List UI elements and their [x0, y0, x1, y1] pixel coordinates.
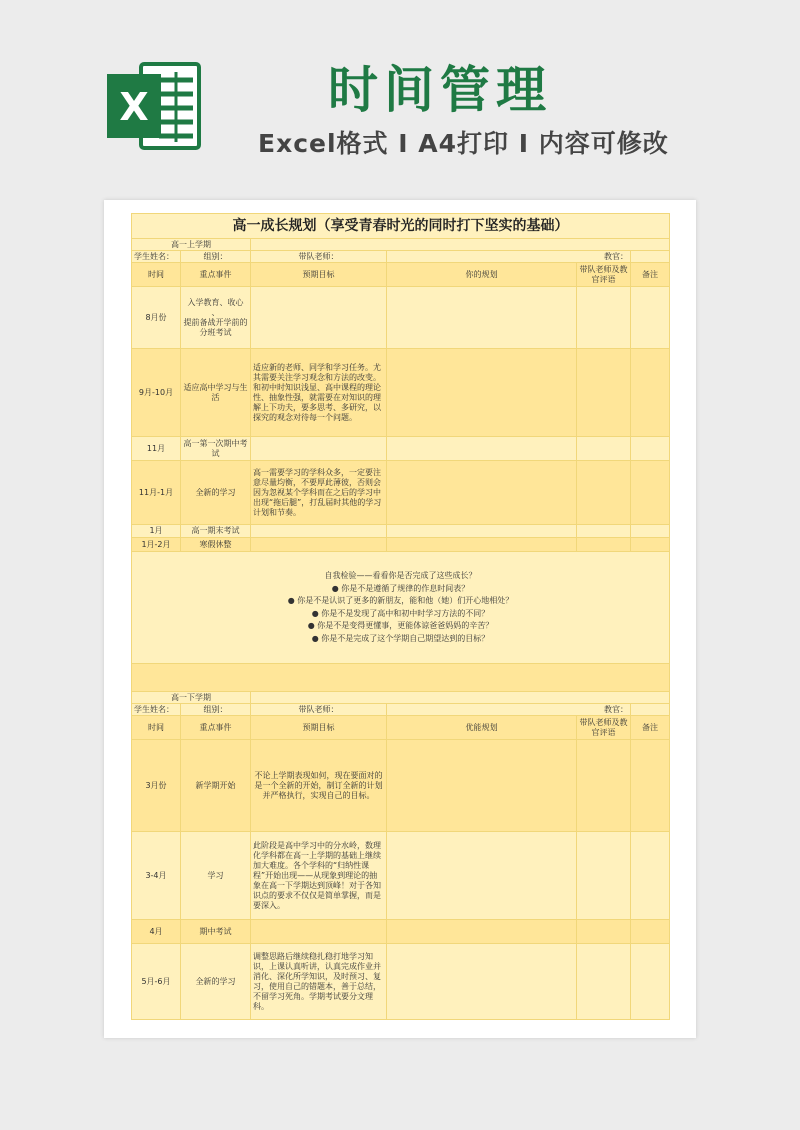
table-row: 3-4月 学习 此阶段是高中学习中的分水岭，数理化学科都在高一上学期的基础上继续加大难度。各个学科的“归纳性课程”开始出现——从现象到理论的抽象在高一下学期达到顶峰！对于各知识点的要求不仅仅是简单掌握，而是要深入。 — [132, 832, 670, 920]
col-header-comment: 带队老师及教官评语 — [577, 716, 631, 740]
col-header-remark: 备注 — [631, 263, 670, 287]
sheet-title: 高一成长规划（享受青春时光的同时打下坚实的基础） — [132, 214, 670, 239]
semester-label: 高一上学期 — [132, 239, 251, 251]
instructor-label: 教官： — [387, 704, 631, 716]
svg-text:X: X — [119, 85, 149, 129]
col-header-goal: 预期目标 — [251, 716, 387, 740]
table-row: 3月份 新学期开始 不论上学期表现如何，现在要面对的是一个全新的开始，制订全新的计划并严格执行，实现自己的目标。 — [132, 740, 670, 832]
excel-icon — [103, 58, 203, 153]
spreadsheet — [131, 213, 669, 1020]
table-row: 11月-1月 全新的学习 高一需要学习的学科众多，一定要注意尽量均衡，不要厚此薄彼，否则会因为忽视某个学科而在之后的学习中出现“拖后腿”，打乱届时其他的学习计划和节奏。 — [132, 461, 670, 525]
student-name-label: 学生姓名： — [132, 251, 181, 263]
student-name-label: 学生姓名： — [132, 704, 181, 716]
table-row: 9月-10月 适应高中学习与生活 适应新的老师、同学和学习任务。尤其需要关注学习观念和方法的改变。和初中时知识浅显、高中课程的理论性、抽象性强，就需要在对知识的理解上下功夫，要多思考、多研究，以探究的观念对待每一个问题。 — [132, 349, 670, 437]
semester-label: 高一下学期 — [132, 692, 251, 704]
col-header-plan: 你的规划 — [387, 263, 577, 287]
teacher-label: 带队老师： — [251, 704, 387, 716]
col-header-plan: 优能规划 — [387, 716, 577, 740]
page-subtitle: Excel格式 I A4打印 I 内容可修改 — [258, 129, 669, 158]
group-label: 组别： — [181, 704, 251, 716]
col-header-remark: 备注 — [631, 716, 670, 740]
header — [0, 0, 800, 190]
col-header-comment: 带队老师及教官评语 — [577, 263, 631, 287]
instructor-label: 教官： — [387, 251, 631, 263]
self-check-section: 自我检验——看看你是否完成了这些成长？ ● 你是不是遵循了规律的作息时间表？ ● 你是不是认识了更多的新朋友，能和他（她）们开心地相处？ ● 你是不是发现了高中和初中时学习方法的不同？ ● 你是不是变得更懂事，更能体谅爸爸妈妈的辛苦？ ● 你是不是完成了这个学期自己期望达到的目标？ — [132, 552, 670, 664]
col-header-event: 重点事件 — [181, 716, 251, 740]
col-header-time: 时间 — [132, 716, 181, 740]
teacher-label: 带队老师： — [251, 251, 387, 263]
col-header-event: 重点事件 — [181, 263, 251, 287]
page-title: 时间管理 — [328, 61, 552, 119]
table-row: 1月-2月 寒假休整 — [132, 538, 670, 552]
plan-table — [131, 213, 670, 1020]
table-row: 5月-6月 全新的学习 调整思路后继续稳扎稳打地学习知识，上课认真听讲，认真完成作业并消化、深化所学知识，及时预习、复习，使用自己的错题本，善于总结，不留学习死角。学期考试要分文理科。 — [132, 944, 670, 1020]
col-header-goal: 预期目标 — [251, 263, 387, 287]
table-row: 4月 期中考试 — [132, 920, 670, 944]
col-header-time: 时间 — [132, 263, 181, 287]
table-row: 8月份 入学教育、收心 、 提前备战开学前的分班考试 — [132, 287, 670, 349]
document-page — [104, 200, 696, 1038]
table-row: 1月 高一期末考试 — [132, 525, 670, 538]
group-label: 组别： — [181, 251, 251, 263]
table-row: 11月 高一第一次期中考试 — [132, 437, 670, 461]
